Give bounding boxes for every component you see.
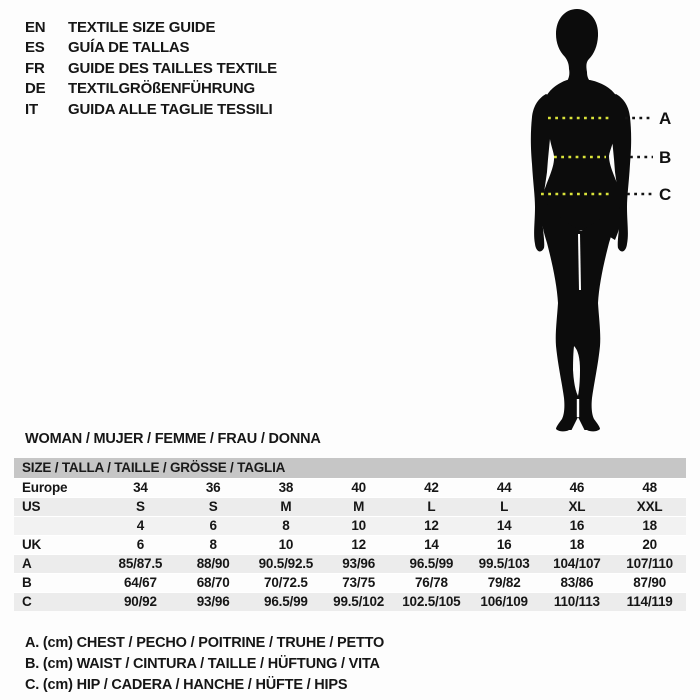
size-cell: 8 <box>209 537 217 552</box>
size-cell: 46 <box>569 480 585 495</box>
size-cell: 12 <box>351 537 366 552</box>
row-label: C <box>22 594 32 609</box>
size-cell: 87/90 <box>633 575 667 590</box>
size-cell: 76/78 <box>414 575 448 590</box>
size-cell: M <box>280 499 292 514</box>
size-cell: 18 <box>569 537 585 552</box>
size-cell: 102.5/105 <box>402 594 461 609</box>
size-cell: 99.5/103 <box>478 556 530 571</box>
table-row-a <box>14 554 686 573</box>
size-cell: 93/96 <box>342 556 376 571</box>
size-cell: 6 <box>209 518 217 533</box>
size-cell: XL <box>568 499 586 514</box>
language-code: IT <box>25 100 38 118</box>
table-row-us-numeric <box>14 516 686 535</box>
language-guide-title: TEXTILE SIZE GUIDE <box>68 18 216 36</box>
size-cell: M <box>353 499 365 514</box>
language-guide-title: GUÍA DE TALLAS <box>68 39 190 57</box>
size-cell: 93/96 <box>196 594 230 609</box>
table-row-us <box>14 497 686 516</box>
marker-label-hip: C <box>659 185 672 204</box>
size-cell: 10 <box>351 518 366 533</box>
size-cell: S <box>135 499 145 514</box>
woman-silhouette-svg <box>490 0 700 445</box>
language-row-es <box>25 38 277 59</box>
size-cell: 88/90 <box>196 556 230 571</box>
size-cell: L <box>427 499 436 514</box>
table-row-europe <box>14 478 686 497</box>
row-label: UK <box>22 537 42 552</box>
size-table <box>14 458 686 611</box>
measurement-figure <box>490 0 700 445</box>
language-code: FR <box>25 59 45 77</box>
row-label <box>14 517 104 535</box>
language-code: EN <box>25 18 46 36</box>
measurement-legend <box>25 633 384 696</box>
language-guide-title: GUIDA ALLE TAGLIE TESSILI <box>68 100 273 118</box>
size-cell: 8 <box>282 518 290 533</box>
language-row-fr <box>25 58 277 79</box>
size-cell: 110/113 <box>553 594 600 609</box>
size-cell: 68/70 <box>196 575 230 590</box>
size-cell: 44 <box>496 480 512 495</box>
language-title-list <box>25 17 277 120</box>
row-label: Europe <box>22 480 68 495</box>
size-cell: 70/72.5 <box>264 575 308 590</box>
size-cell: 6 <box>136 537 145 552</box>
language-guide-title: TEXTILGRÖßENFÜHRUNG <box>68 80 256 98</box>
table-caption-woman: WOMAN / MUJER / FEMME / FRAU / DONNA <box>25 431 321 447</box>
row-label: B <box>22 575 32 590</box>
size-cell: S <box>208 499 218 514</box>
size-cell: 114/119 <box>626 594 673 609</box>
size-table-header: SIZE / TALLA / TAILLE / GRÖSSE / TAGLIA <box>14 458 686 478</box>
language-row-en <box>25 17 277 38</box>
size-cell: 36 <box>205 480 221 495</box>
size-cell: 96.5/99 <box>409 556 454 571</box>
language-code: ES <box>25 39 45 57</box>
row-label: A <box>22 556 32 571</box>
size-cell: 14 <box>496 518 512 533</box>
size-cell: 34 <box>133 480 148 495</box>
size-cell: 12 <box>424 518 439 533</box>
size-cell: 106/109 <box>480 594 528 609</box>
language-row-it <box>25 99 277 120</box>
size-cell: 73/75 <box>342 575 376 590</box>
marker-label-chest: A <box>659 109 672 128</box>
size-cell: 64/67 <box>123 575 157 590</box>
legend-line-a: A. (cm) CHEST / PECHO / POITRINE / TRUHE / PETTO <box>25 635 385 651</box>
size-cell: L <box>500 499 509 514</box>
row-label: US <box>22 499 41 514</box>
size-cell: 99.5/102 <box>333 594 385 609</box>
size-cell: 104/107 <box>553 556 601 571</box>
size-cell: 10 <box>278 537 294 552</box>
size-table-body <box>14 478 686 611</box>
size-cell: 14 <box>424 537 439 552</box>
language-code: DE <box>25 80 46 98</box>
size-cell: 90/92 <box>123 594 157 609</box>
size-cell: XXL <box>636 499 663 514</box>
size-cell: 96.5/99 <box>264 594 308 609</box>
size-cell: 85/87.5 <box>118 556 163 571</box>
size-cell: 40 <box>351 480 366 495</box>
table-row-b <box>14 573 686 592</box>
silhouette-legs <box>541 198 622 431</box>
size-cell: 107/110 <box>626 556 673 571</box>
size-cell: 16 <box>496 537 512 552</box>
size-cell: 18 <box>642 518 657 533</box>
table-row-uk <box>14 535 686 554</box>
language-guide-title: GUIDE DES TAILLES TEXTILE <box>68 59 277 77</box>
language-row-de <box>25 79 277 100</box>
size-cell: 38 <box>278 480 294 495</box>
size-cell: 90.5/92.5 <box>258 556 314 571</box>
size-cell: 79/82 <box>487 575 521 590</box>
silhouette-head <box>556 9 598 83</box>
legend-line-c: C. (cm) HIP / CADERA / HANCHE / HÜFTE / HIPS <box>25 677 348 693</box>
size-cell: 4 <box>136 518 145 533</box>
size-cell: 16 <box>569 518 585 533</box>
size-cell: 83/86 <box>560 575 594 590</box>
size-cell: 42 <box>424 480 439 495</box>
size-cell: 48 <box>642 480 657 495</box>
legend-line-b: B. (cm) WAIST / CINTURA / TAILLE / HÜFTUNG / VITA <box>25 656 380 672</box>
size-cell: 20 <box>642 537 657 552</box>
marker-label-waist: B <box>659 148 672 167</box>
table-row-c <box>14 592 686 611</box>
